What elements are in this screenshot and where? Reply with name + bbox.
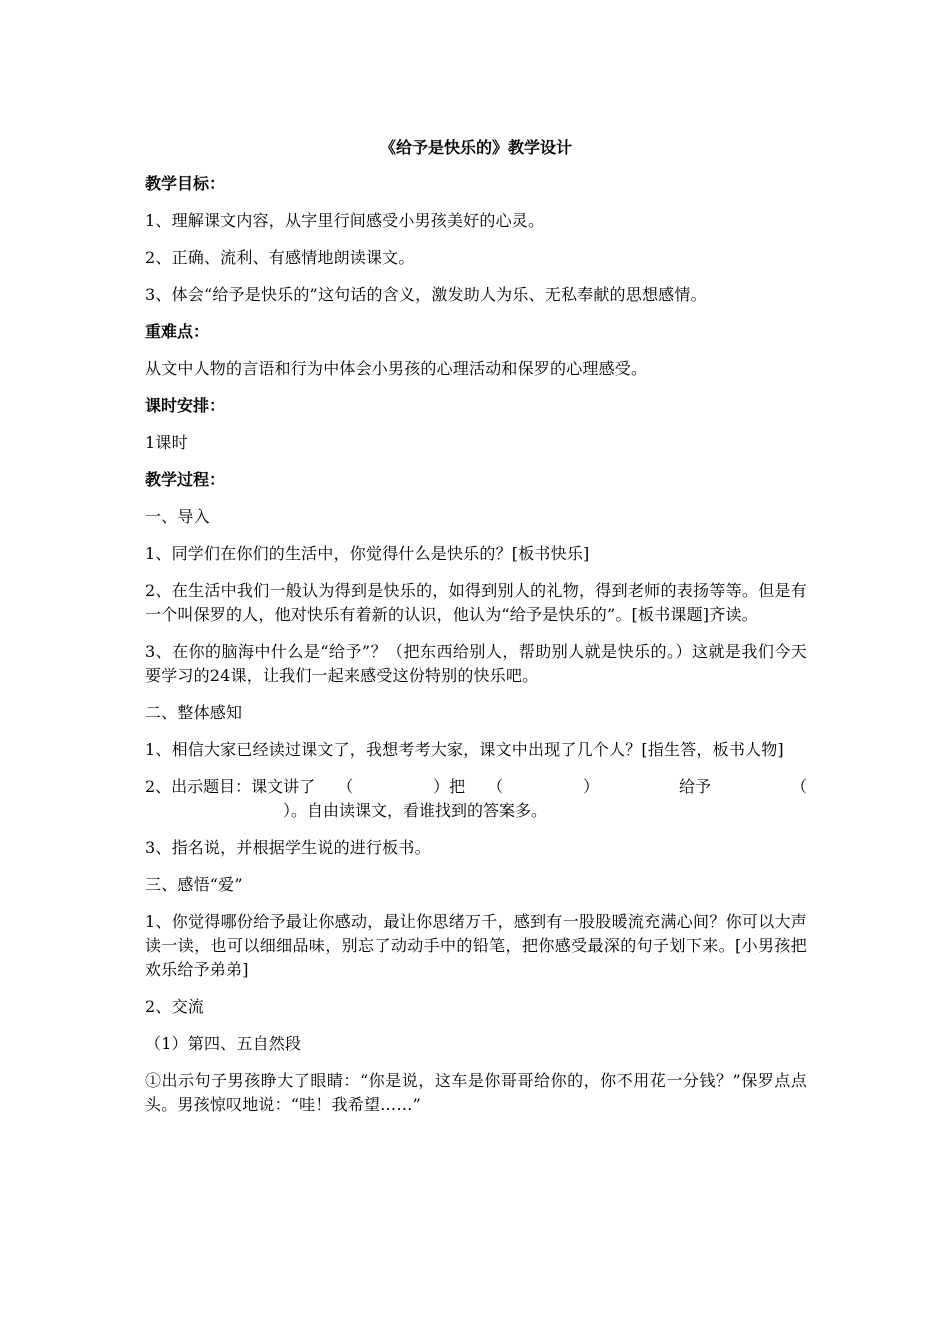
fill-text: ） (583, 777, 600, 796)
section1-paragraph: 2、在生活中我们一般认为得到是快乐的，如得到别人的礼物，得到老师的表扬等等。但是有一个叫保罗的人，他对快乐有着新的认识，他认为“给予是快乐的”。[板书课题]齐读。 (145, 581, 807, 624)
section2-paragraph: 3、指名说，并根据学生说的进行板书。 (145, 838, 431, 857)
section-title: 三、感悟“爱” (145, 875, 243, 894)
section-title: 一、导入 (145, 507, 210, 526)
section3-paragraph: 1、你觉得哪份给予最让你感动，最让你思绪万千，感到有一股股暖流充满心间？你可以大声读一读，也可以细细品味，别忘了动动手中的铅笔，把你感受最深的句子划下来。[小男孩把欢乐给予弟弟] (145, 912, 807, 979)
section3-paragraph: （1）第四、五自然段 (145, 1034, 302, 1053)
section3-paragraph: 2、交流 (145, 997, 204, 1016)
key-points-text: 从文中人物的言语和行为中体会小男孩的心理活动和保罗的心理感受。 (145, 359, 648, 378)
section1-paragraph: 1、同学们在你们的生活中，你觉得什么是快乐的？[板书快乐] (145, 544, 590, 563)
goal-item: 1、理解课文内容，从字里行间感受小男孩美好的心灵。 (145, 211, 545, 230)
fill-text: ）把 （ (433, 777, 504, 796)
section3-paragraph: ①出示句子男孩睁大了眼睛：“你是说，这车是你哥哥给你的，你不用花一分钱？”保罗点点头。男孩惊叹地说：“哇！我希望……” (145, 1071, 807, 1114)
schedule-heading: 课时安排： (145, 396, 226, 415)
document-title: 《给予是快乐的》教学设计 (379, 138, 572, 157)
section2-paragraph: 1、相信大家已经读过课文了，我想考考大家，课文中出现了几个人？[指生答，板书人物] (145, 740, 784, 759)
document-body (145, 136, 807, 1130)
section-title: 二、整体感知 (145, 703, 243, 722)
key-points-heading: 重难点： (145, 322, 210, 341)
process-heading: 教学过程： (145, 470, 226, 489)
section1-paragraph: 3、在你的脑海中什么是“给予”？（把东西给别人，帮助别人就是快乐的。）这就是我们今天要学习的24课，让我们一起来感受这份特别的快乐吧。 (145, 642, 807, 685)
fill-in-blank-question (145, 775, 807, 823)
schedule-text: 1课时 (145, 433, 188, 452)
goal-item: 3、体会“给予是快乐的”这句话的含义，激发助人为乐、无私奉献的思想感情。 (145, 285, 707, 304)
fill-in-blank-continuation: ）。自由读课文，看谁找到的答案多。 (283, 801, 548, 820)
fill-text: 2、出示题目：课文讲了 （ (145, 777, 354, 796)
fill-text: （ (790, 777, 807, 796)
goals-heading: 教学目标： (145, 174, 226, 193)
fill-text: 给予 (679, 777, 712, 796)
goal-item: 2、正确、流利、有感情地朗读课文。 (145, 248, 415, 267)
fill-in-blank-row (145, 775, 807, 799)
